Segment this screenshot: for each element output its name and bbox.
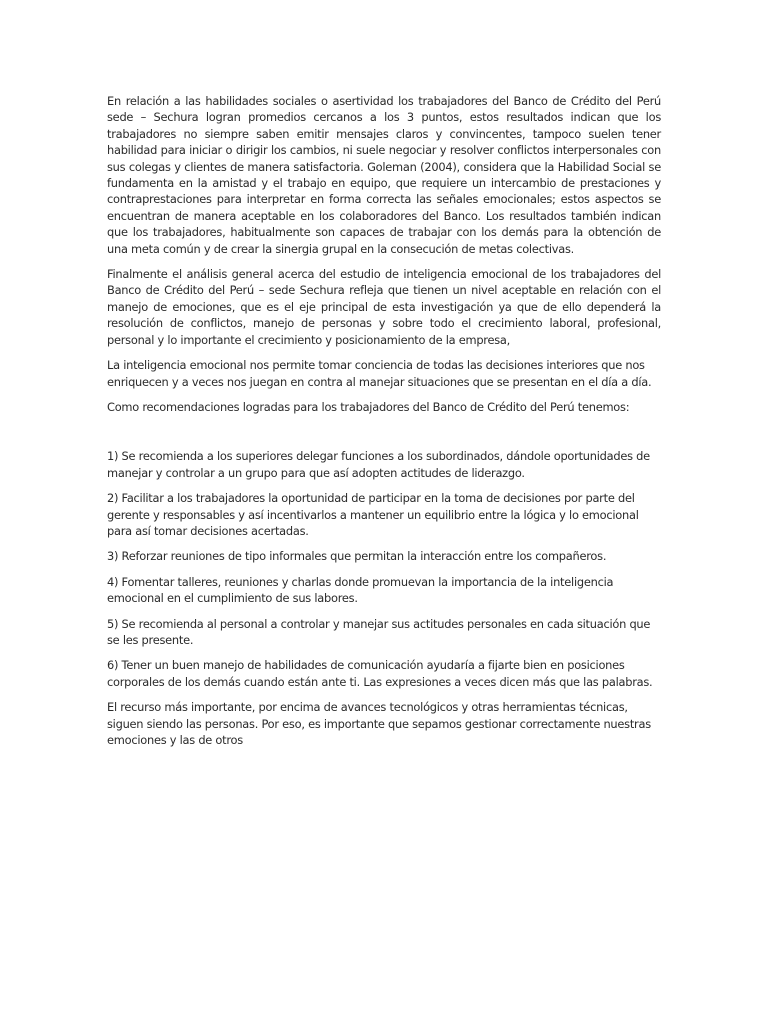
paragraph-general-analysis: Finalmente el análisis general acerca del estudio de inteligencia emocional de los trabajadores del Banco de Crédito del Perú – sede Sechura refleja que tienen un nivel aceptable en relación con el manejo de emociones, que es el eje principal de esta investigación ya que de ello dependerá la resolución de conflictos, manejo de personas y sobre todo el crecimiento laboral, profesional, personal y lo importante el crecimiento y posicionamiento de la empresa,: [107, 267, 661, 347]
paragraph-social-skills: En relación a las habilidades sociales o asertividad los trabajadores del Banco de Crédito del Perú sede – Sechura logran promedios cercanos a los 3 puntos, estos resultados indican que los trabajadores no siempre saben emitir mensajes claros y convincentes, tampoco suelen tener habilidad para iniciar o dirigir los cambios, ni suele negociar y resolver conflictos interpersonales con sus colegas y clientes de manera satisfactoria. Goleman (2004), considera que la Habilidad Social se fundamenta en la amistad y el trabajo en equipo, que requiere un intercambio de prestaciones y contraprestaciones para interpretar en forma correcta las señales emocionales; estos aspectos se encuentran de manera aceptable en los colaboradores del Banco. Los resultados también indican que los trabajadores, habitualmente son capaces de trabajar con los demás para la obtención de una meta común y de crear la sinergia grupal en la consecución de metas colectivas.: [107, 94, 661, 256]
recommendation-item: 2) Facilitar a los trabajadores la oportunidad de participar en la toma de decisiones por parte del gerente y responsables y así incentivarlos a mantener un equilibrio entre la lógica y lo emocional para así tomar decisiones acertadas.: [107, 491, 639, 538]
paragraph-emotional-intelligence: La inteligencia emocional nos permite tomar conciencia de todas las decisiones interiores que nos enriquecen y a veces nos juegan en contra al manejar situaciones que se presentan en el día a día.: [107, 358, 652, 389]
blank-line: [107, 424, 661, 448]
recommendation-item: 1) Se recomienda a los superiores delegar funciones a los subordinados, dándole oportunidades de manejar y controlar a un grupo para que así adopten actitudes de liderazgo.: [107, 449, 650, 480]
paragraph-closing: El recurso más importante, por encima de avances tecnológicos y otras herramientas técnicas, siguen siendo las personas. Por eso, es importante que sepamos gestionar correctamente nuestras emociones y las de otros: [107, 700, 651, 747]
paragraph-recommendations-intro: Como recomendaciones logradas para los trabajadores del Banco de Crédito del Perú tenemos:: [107, 399, 630, 414]
recommendation-item: 3) Reforzar reuniones de tipo informales que permitan la interacción entre los compañeros.: [107, 549, 607, 564]
recommendation-item: 6) Tener un buen manejo de habilidades de comunicación ayudaría a fijarte bien en posiciones corporales de los demás cuando están ante ti. Las expresiones a veces dicen más que las palabras.: [107, 658, 653, 689]
recommendation-item: 4) Fomentar talleres, reuniones y charlas donde promuevan la importancia de la inteligencia emocional en el cumplimiento de sus labores.: [107, 574, 614, 606]
recommendation-item: 5) Se recomienda al personal a controlar y manejar sus actitudes personales en cada situación que se les presente.: [107, 616, 651, 647]
